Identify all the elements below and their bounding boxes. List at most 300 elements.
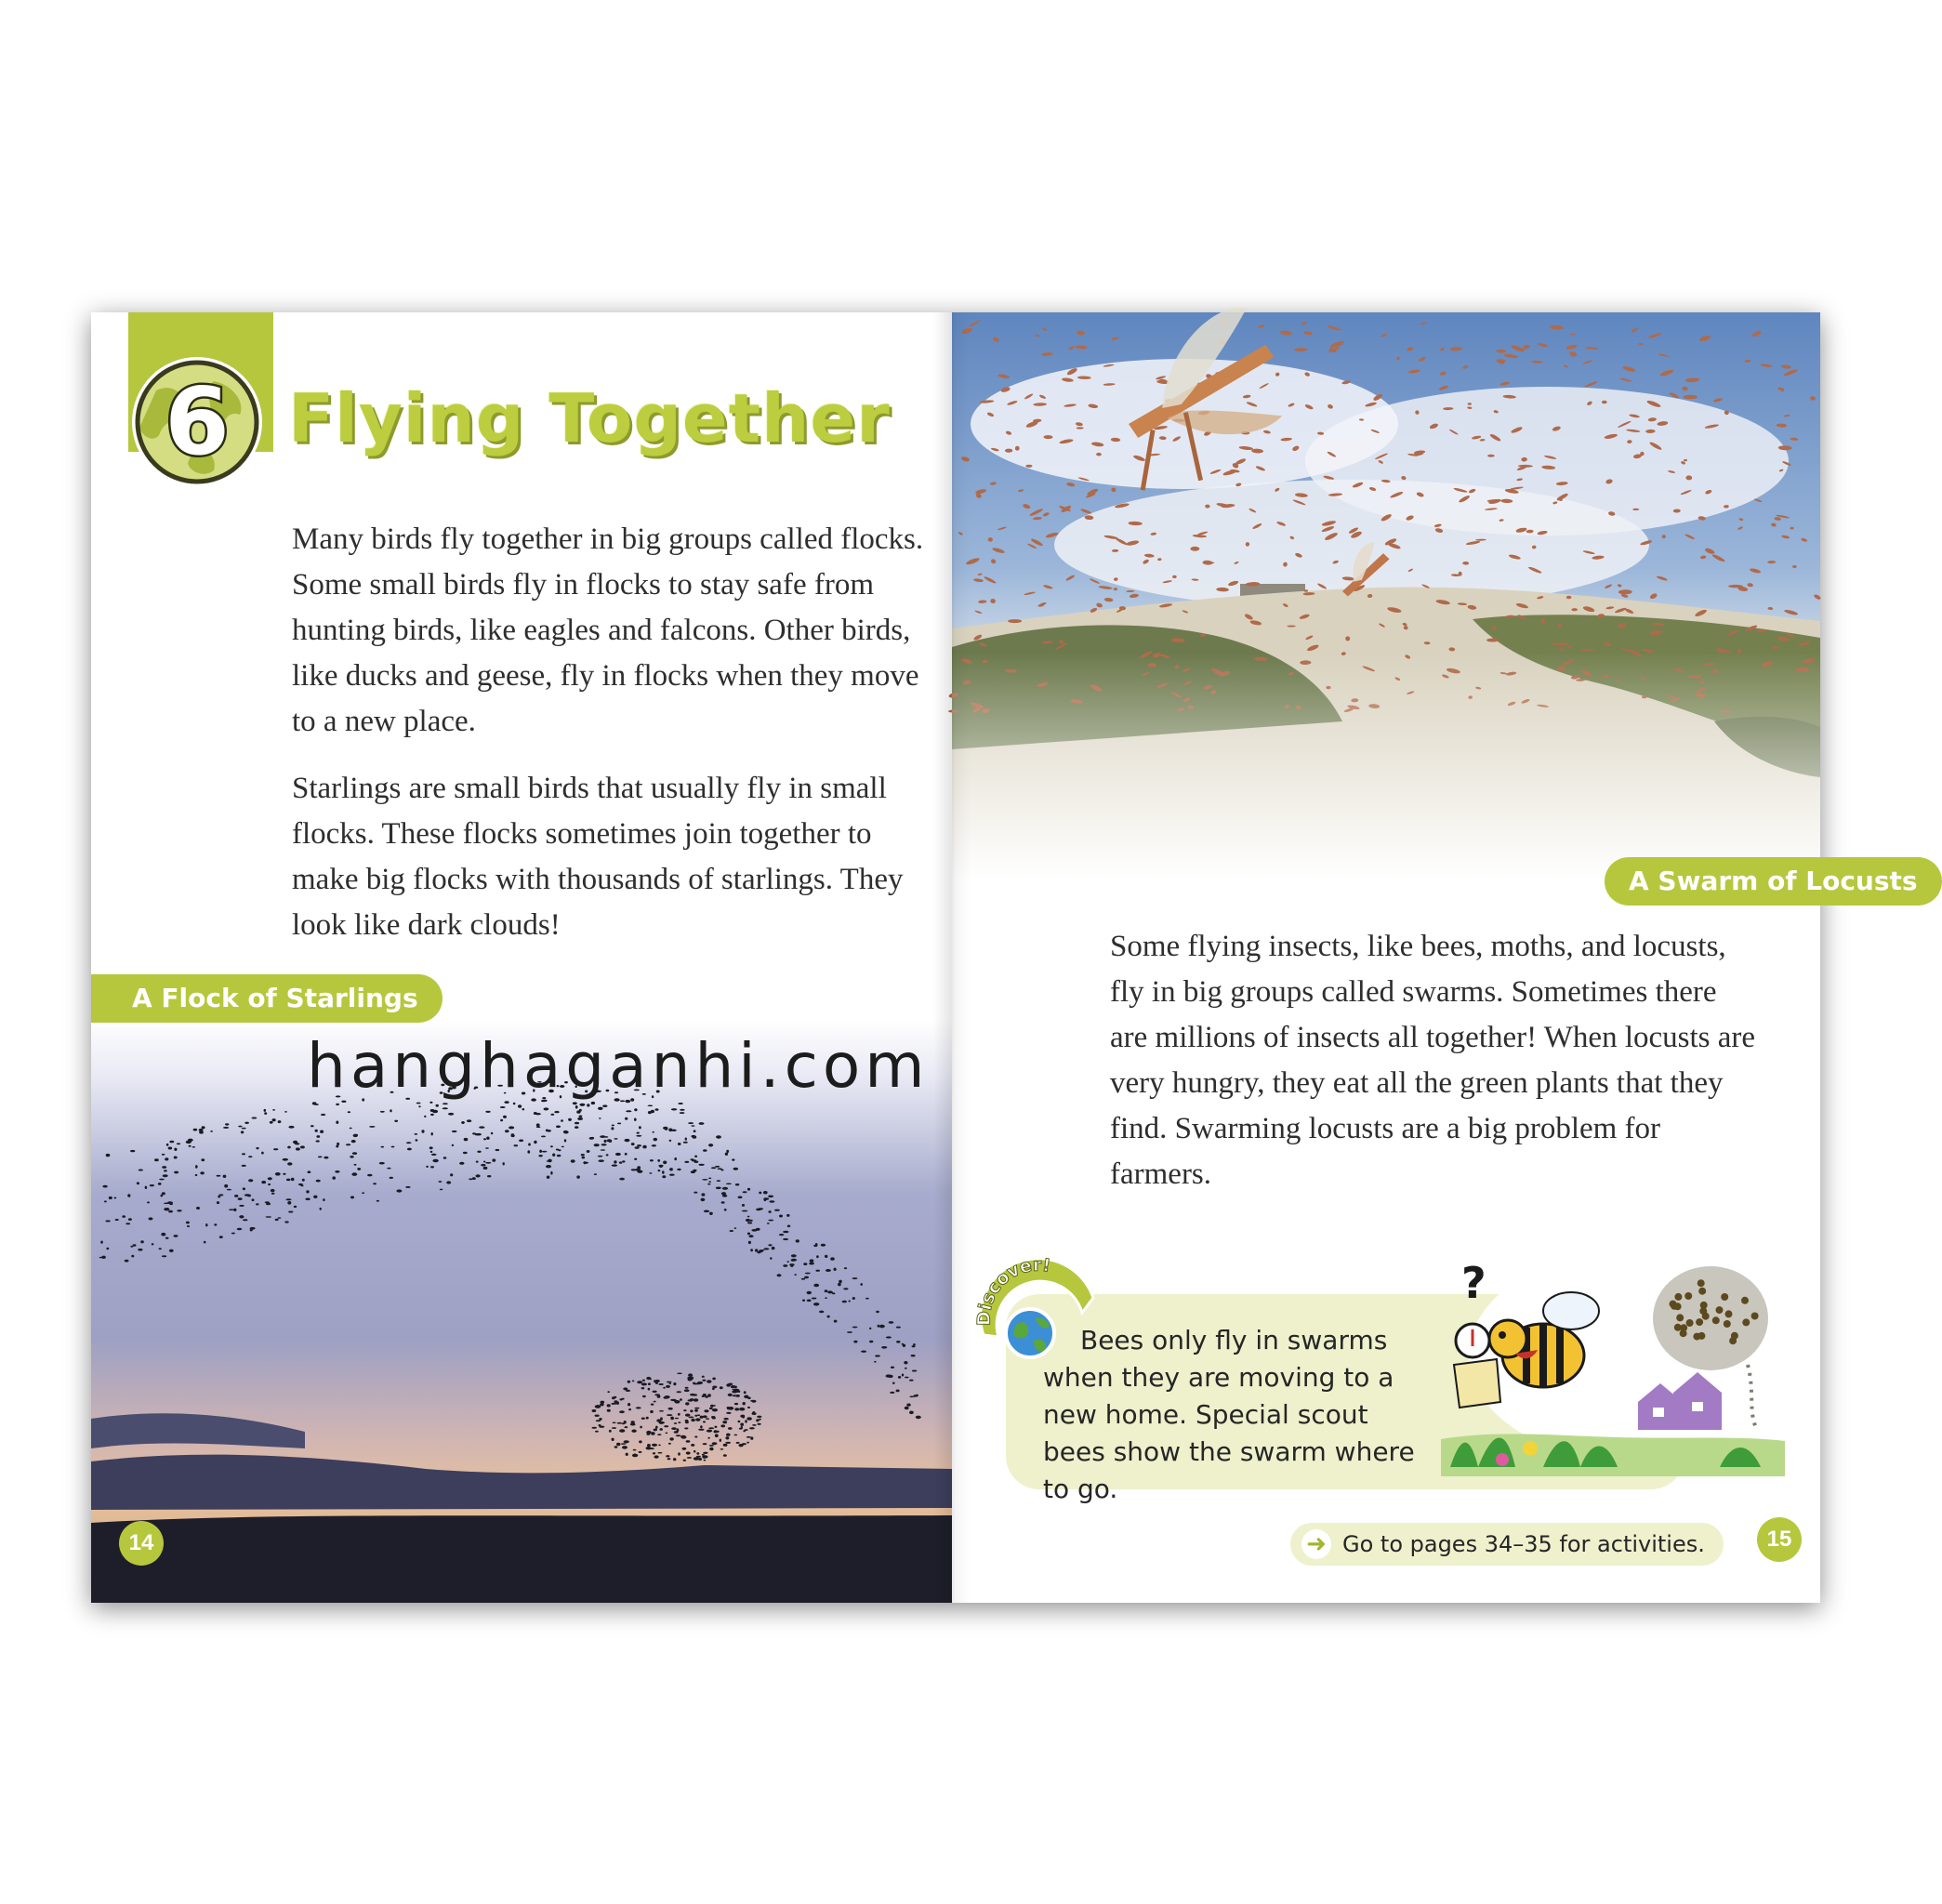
starling	[735, 1183, 740, 1185]
starling	[703, 1452, 707, 1454]
starling	[684, 1161, 689, 1163]
starling	[654, 1138, 657, 1141]
starling	[683, 1460, 686, 1461]
starling	[396, 1189, 402, 1192]
starling	[722, 1187, 728, 1190]
starling	[431, 1154, 437, 1156]
starling	[802, 1300, 805, 1302]
starling	[648, 1388, 651, 1391]
starling	[725, 1153, 728, 1156]
starling	[459, 1162, 464, 1165]
starling	[708, 1427, 714, 1429]
starling	[847, 1331, 852, 1333]
starling	[732, 1391, 737, 1394]
starling	[654, 1401, 656, 1403]
starling	[381, 1146, 385, 1148]
starling	[599, 1418, 601, 1421]
starling	[722, 1195, 727, 1197]
starling	[637, 1132, 640, 1134]
starling	[738, 1421, 741, 1422]
starling	[174, 1148, 177, 1151]
starling	[656, 1419, 661, 1421]
starling	[265, 1201, 271, 1203]
starling	[252, 1117, 258, 1119]
starling	[202, 1126, 205, 1129]
starling	[852, 1277, 858, 1279]
starling	[623, 1387, 628, 1390]
starling	[204, 1241, 206, 1244]
starling	[712, 1386, 717, 1389]
starling	[164, 1170, 167, 1171]
starling	[561, 1119, 563, 1122]
starling	[641, 1387, 645, 1389]
starling	[500, 1106, 506, 1108]
starling	[105, 1220, 110, 1222]
starling	[127, 1194, 130, 1197]
starling	[575, 1105, 578, 1109]
starling	[598, 1107, 603, 1110]
starling	[600, 1403, 604, 1406]
starling	[669, 1140, 672, 1142]
starling	[697, 1382, 703, 1384]
starling	[346, 1144, 350, 1145]
starling	[742, 1204, 745, 1207]
starling	[660, 1428, 663, 1431]
starling	[350, 1128, 352, 1130]
starling	[601, 1144, 605, 1145]
starling	[174, 1235, 178, 1237]
starling	[625, 1139, 630, 1142]
starling	[598, 1156, 603, 1157]
starling	[511, 1133, 515, 1135]
starling	[685, 1421, 689, 1423]
starling	[720, 1439, 721, 1442]
starling	[665, 1128, 667, 1130]
starling	[472, 1177, 476, 1180]
starling	[642, 1145, 646, 1149]
starling	[463, 1152, 468, 1154]
mini-bee	[1674, 1293, 1682, 1301]
starling	[147, 1201, 150, 1203]
starling	[195, 1165, 198, 1169]
starling	[271, 1193, 275, 1195]
starling	[192, 1146, 195, 1148]
starling	[750, 1249, 753, 1251]
starling	[636, 1407, 641, 1408]
starling	[518, 1104, 522, 1108]
activities-link[interactable]	[1290, 1523, 1724, 1566]
starling	[591, 1102, 595, 1104]
starling	[318, 1157, 323, 1158]
starling	[250, 1229, 253, 1232]
starling	[751, 1400, 756, 1403]
starling	[617, 1422, 623, 1424]
starling	[707, 1430, 712, 1433]
starling	[664, 1425, 668, 1427]
starling	[725, 1442, 731, 1444]
starling	[604, 1140, 607, 1143]
starling	[509, 1126, 514, 1129]
starling	[461, 1121, 465, 1124]
starling	[813, 1284, 819, 1288]
starling	[676, 1435, 681, 1436]
starling	[896, 1327, 901, 1329]
starling	[443, 1107, 448, 1109]
starling	[673, 1382, 676, 1385]
starling	[602, 1104, 607, 1107]
starling	[738, 1197, 743, 1199]
starling	[686, 1440, 691, 1443]
starling	[783, 1231, 788, 1234]
starling	[168, 1147, 173, 1150]
starling	[612, 1438, 614, 1441]
starling	[662, 1170, 665, 1173]
mini-bee	[1731, 1332, 1738, 1340]
starling	[483, 1138, 486, 1140]
starling	[826, 1269, 831, 1272]
starling	[694, 1398, 699, 1401]
starling	[242, 1153, 245, 1155]
starling	[535, 1113, 541, 1115]
starling	[613, 1422, 616, 1424]
starling	[286, 1179, 291, 1182]
starling	[270, 1121, 273, 1124]
starling	[224, 1184, 228, 1188]
starling	[717, 1180, 720, 1182]
starling	[896, 1390, 900, 1393]
starling	[703, 1421, 706, 1422]
starling	[214, 1223, 217, 1225]
starling	[633, 1449, 637, 1451]
starling	[774, 1210, 780, 1211]
starling	[752, 1411, 755, 1415]
starling	[646, 1417, 649, 1420]
paragraph-starlings: Starlings are small birds that usually fly in small flocks. These flocks sometimes join together to make big flocks with thousands of starlings. They look like dark clouds!	[292, 772, 904, 942]
starling	[669, 1168, 673, 1170]
mini-bee	[1702, 1313, 1710, 1320]
starling	[646, 1433, 650, 1435]
starling	[903, 1344, 905, 1347]
starling	[734, 1227, 736, 1229]
starling	[648, 1105, 654, 1107]
starling	[313, 1196, 317, 1198]
starling	[432, 1159, 438, 1163]
starling	[744, 1391, 746, 1394]
starling	[751, 1229, 757, 1232]
mini-bee	[1676, 1314, 1684, 1321]
watermark: hanghaganhi.com	[307, 1030, 930, 1102]
mini-bee	[1684, 1292, 1692, 1300]
starling	[229, 1209, 234, 1210]
starling	[912, 1370, 917, 1372]
starling	[714, 1426, 717, 1428]
starling	[483, 1167, 488, 1170]
starling	[639, 1451, 642, 1453]
starling	[730, 1230, 733, 1232]
mini-bee	[1716, 1306, 1724, 1314]
starling	[757, 1251, 760, 1253]
starling	[684, 1389, 690, 1392]
starling	[615, 1153, 621, 1156]
starling	[612, 1396, 615, 1399]
starling	[889, 1375, 893, 1378]
starling	[691, 1170, 695, 1173]
starling	[332, 1176, 336, 1179]
starling	[154, 1158, 159, 1161]
starling	[673, 1458, 676, 1461]
starling	[770, 1257, 772, 1260]
starling	[217, 1201, 219, 1204]
starling	[743, 1191, 747, 1193]
starling	[336, 1145, 338, 1148]
starling	[430, 1151, 433, 1153]
starling	[595, 1405, 601, 1408]
starling	[723, 1418, 728, 1421]
starling	[336, 1121, 338, 1124]
starling	[439, 1181, 443, 1183]
starling	[819, 1311, 824, 1314]
starling	[268, 1183, 271, 1185]
locusts-photo	[952, 312, 1820, 879]
starling	[632, 1381, 635, 1382]
starling	[805, 1273, 811, 1275]
starling	[287, 1162, 292, 1165]
starling	[708, 1178, 711, 1180]
starling	[658, 1383, 664, 1385]
starling	[244, 1122, 249, 1124]
starling	[909, 1411, 914, 1415]
starling	[677, 1169, 680, 1170]
mini-bee	[1698, 1288, 1706, 1295]
starling	[582, 1157, 586, 1159]
starling	[675, 1418, 679, 1420]
starling	[336, 1104, 339, 1105]
starling	[243, 1187, 245, 1190]
starling	[642, 1380, 645, 1382]
starling	[852, 1297, 855, 1300]
mini-bee	[1686, 1319, 1694, 1327]
starling	[658, 1445, 661, 1447]
starling	[193, 1129, 198, 1131]
starling	[742, 1416, 745, 1419]
starling	[271, 1189, 275, 1192]
starling	[239, 1215, 244, 1218]
starling	[231, 1233, 235, 1235]
starling	[783, 1238, 788, 1240]
starling	[722, 1421, 727, 1423]
starling	[320, 1208, 322, 1210]
starling	[728, 1394, 733, 1396]
starling	[755, 1249, 758, 1251]
starling	[674, 1422, 677, 1424]
starling	[726, 1434, 731, 1436]
starling	[165, 1237, 169, 1239]
starling	[495, 1149, 500, 1151]
starling	[272, 1109, 275, 1111]
starling	[476, 1174, 481, 1177]
starling	[869, 1341, 873, 1343]
starling	[233, 1209, 236, 1211]
starling	[757, 1416, 761, 1418]
starling	[619, 1429, 625, 1433]
starling	[703, 1149, 707, 1152]
starling	[102, 1185, 107, 1188]
starling	[479, 1126, 484, 1128]
starling	[300, 1185, 303, 1187]
starling	[669, 1174, 675, 1176]
starling	[747, 1407, 750, 1408]
starling	[896, 1341, 900, 1343]
starling	[747, 1233, 750, 1236]
starling	[619, 1178, 625, 1181]
starling	[634, 1118, 637, 1121]
starling	[905, 1407, 909, 1409]
starling	[352, 1152, 357, 1155]
starling	[590, 1137, 594, 1139]
starling	[354, 1164, 357, 1166]
starling	[720, 1386, 723, 1389]
starling	[131, 1255, 134, 1258]
starling	[128, 1218, 132, 1221]
starling	[619, 1161, 622, 1163]
starling	[827, 1316, 830, 1318]
starling	[779, 1215, 783, 1218]
starling	[628, 1381, 631, 1383]
mini-bee	[1712, 1316, 1720, 1324]
starling	[278, 1120, 282, 1123]
starling	[594, 1173, 597, 1175]
starling	[699, 1122, 705, 1125]
starling	[416, 1103, 421, 1104]
starling	[391, 1146, 395, 1148]
starling	[436, 1104, 439, 1107]
starling	[162, 1166, 166, 1169]
starling	[367, 1174, 372, 1177]
starling	[288, 1211, 293, 1213]
starling	[201, 1158, 205, 1161]
starling	[716, 1135, 721, 1138]
starling	[264, 1112, 267, 1115]
starling	[174, 1157, 178, 1159]
starling	[704, 1460, 707, 1461]
starling	[162, 1192, 165, 1195]
starling	[726, 1183, 732, 1185]
starling	[732, 1158, 734, 1160]
starling	[834, 1320, 838, 1323]
starling	[636, 1135, 641, 1137]
starling	[721, 1201, 725, 1203]
starling	[695, 1418, 700, 1421]
starling	[658, 1170, 661, 1171]
starling	[685, 1138, 687, 1141]
starling	[905, 1377, 909, 1379]
starling	[892, 1382, 895, 1384]
starling	[670, 1417, 674, 1421]
starling	[200, 1171, 204, 1174]
starling	[791, 1254, 797, 1257]
starling	[902, 1374, 904, 1377]
starling	[666, 1385, 670, 1388]
mini-bee	[1724, 1320, 1731, 1328]
starling	[252, 1198, 255, 1201]
caption-flock-of-starlings: A Flock of Starlings	[91, 974, 443, 1023]
starling	[688, 1122, 694, 1124]
starling	[256, 1147, 258, 1149]
starling	[648, 1111, 652, 1114]
starling	[377, 1200, 379, 1202]
starling	[187, 1225, 190, 1227]
starling	[284, 1111, 287, 1113]
starling	[876, 1311, 879, 1313]
starling	[709, 1448, 713, 1451]
starling	[186, 1222, 190, 1224]
starling	[505, 1130, 509, 1132]
starling	[869, 1328, 871, 1329]
starling	[351, 1172, 357, 1176]
starling	[149, 1217, 153, 1220]
starling	[238, 1126, 242, 1128]
starling	[362, 1192, 364, 1194]
starling	[734, 1403, 738, 1405]
starling	[575, 1126, 578, 1129]
starling	[911, 1355, 916, 1356]
starling	[527, 1150, 530, 1154]
starling	[556, 1126, 561, 1129]
starling	[764, 1198, 767, 1202]
starling	[612, 1164, 617, 1166]
starling	[390, 1177, 393, 1179]
starling	[733, 1168, 739, 1170]
starling	[827, 1290, 833, 1293]
starling	[687, 1457, 693, 1459]
starling	[741, 1426, 743, 1429]
starling	[708, 1181, 711, 1183]
starling	[631, 1169, 637, 1170]
starling	[853, 1341, 857, 1343]
starling	[150, 1184, 154, 1186]
starling	[886, 1336, 892, 1338]
starling	[612, 1125, 614, 1127]
starling	[698, 1429, 704, 1431]
starling	[579, 1116, 583, 1117]
starling	[860, 1283, 863, 1286]
starling	[614, 1160, 616, 1163]
starling	[140, 1240, 144, 1243]
starling	[227, 1189, 231, 1191]
starling	[654, 1455, 659, 1458]
starling	[622, 1422, 625, 1424]
starling	[669, 1437, 673, 1440]
starling	[242, 1165, 246, 1167]
starling	[272, 1118, 276, 1121]
starling	[709, 1408, 713, 1409]
starling	[177, 1210, 181, 1211]
starling	[694, 1192, 697, 1194]
starling	[390, 1109, 391, 1112]
starling	[728, 1427, 733, 1430]
starling	[655, 1426, 658, 1429]
starling	[266, 1203, 271, 1205]
starling	[275, 1172, 281, 1176]
starling	[564, 1139, 566, 1142]
discover-text: Bees only fly in swarms when they are moving to a new home. Special scout bees show the swarm where to go.	[1043, 1325, 1415, 1504]
starling	[500, 1119, 503, 1122]
starling	[503, 1162, 505, 1165]
starling	[248, 1156, 252, 1157]
starling	[680, 1398, 682, 1401]
starling	[779, 1234, 785, 1236]
starling	[421, 1130, 424, 1132]
